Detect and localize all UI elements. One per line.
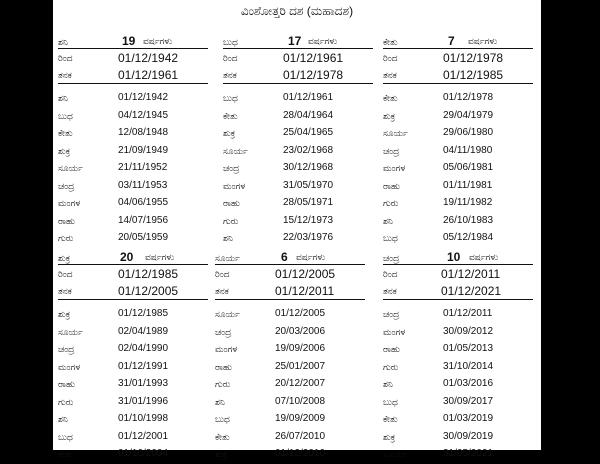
block-header xyxy=(58,250,208,264)
antardasha-row xyxy=(58,376,208,394)
section-rule xyxy=(383,83,533,84)
to-date: 01/12/2011 xyxy=(275,284,335,298)
antardasha-row xyxy=(383,213,533,231)
antardasha-row xyxy=(58,213,208,231)
row-date: 01/12/1978 xyxy=(443,92,494,103)
row-date: 07/10/2008 xyxy=(275,395,326,407)
row-date: 01/12/2010 xyxy=(275,448,326,459)
row-planet: ಬುಧ xyxy=(223,93,238,103)
antardasha-row xyxy=(58,143,208,161)
antardasha-row xyxy=(215,394,365,412)
from-date: 01/12/1961 xyxy=(283,51,344,65)
antardasha-row xyxy=(223,230,373,248)
row-planet: ಸೂರ್ಯ xyxy=(383,128,408,138)
row-planet: ಬುಧ xyxy=(383,396,398,407)
section-rule xyxy=(215,299,365,300)
block-planet: ಕೇತು xyxy=(383,37,398,47)
row-planet: ಗುರು xyxy=(215,379,231,389)
from-label: ರಿಂದ xyxy=(383,53,398,63)
block-header xyxy=(58,34,208,48)
to-row xyxy=(383,66,533,83)
block-planet: ಬುಧ xyxy=(223,37,238,47)
from-label: ರಿಂದ xyxy=(58,269,73,279)
to-date: 01/12/2005 xyxy=(118,284,179,298)
row-planet: ಶುಕ್ರ xyxy=(58,309,71,319)
antardasha-row xyxy=(58,429,208,447)
row-date: 25/04/1965 xyxy=(283,127,334,138)
antardasha-row xyxy=(58,411,208,429)
from-row xyxy=(383,265,533,282)
antardasha-row xyxy=(383,195,533,213)
row-planet: ಶುಕ್ರ xyxy=(58,145,71,156)
row-planet: ಚಂದ್ರ xyxy=(58,180,75,191)
antardasha-row xyxy=(383,376,533,394)
dasha-block xyxy=(383,34,533,248)
row-planet: ಕೇತು xyxy=(383,93,398,103)
antardasha-row xyxy=(58,341,208,359)
dasha-block xyxy=(223,34,373,248)
row-planet: ಕೇತು xyxy=(58,449,73,459)
row-planet: ರಾಹು xyxy=(383,180,401,191)
row-planet: ಗುರು xyxy=(383,198,399,208)
to-row xyxy=(223,66,373,83)
row-planet: ರಾಹು xyxy=(383,344,401,354)
row-planet: ಬುಧ xyxy=(58,431,73,442)
row-planet: ರಾಹು xyxy=(58,215,76,226)
row-date: 20/05/1959 xyxy=(118,232,169,243)
antardasha-row xyxy=(58,125,208,143)
row-planet: ಕೇತು xyxy=(215,431,230,442)
from-row xyxy=(383,49,533,66)
block-years: 20 xyxy=(120,250,134,264)
antardasha-row xyxy=(215,359,365,377)
row-planet: ಗುರು xyxy=(58,233,74,243)
antardasha-row xyxy=(383,394,533,412)
row-date: 05/06/1981 xyxy=(443,162,494,173)
antardasha-row xyxy=(223,160,373,178)
row-planet: ಕೇತು xyxy=(58,128,73,138)
row-date: 01/03/2019 xyxy=(443,413,494,424)
antardasha-row xyxy=(383,143,533,161)
row-date: 01/12/2001 xyxy=(118,430,169,442)
row-date: 29/04/1979 xyxy=(443,109,494,121)
from-label: ರಿಂದ xyxy=(223,53,238,63)
antardasha-row xyxy=(215,411,365,429)
antardasha-row xyxy=(215,306,365,324)
block-header xyxy=(223,34,373,48)
from-row xyxy=(223,49,373,66)
from-row xyxy=(58,265,208,282)
antardasha-row xyxy=(383,411,533,429)
antardasha-list xyxy=(223,90,373,248)
antardasha-row xyxy=(383,160,533,178)
antardasha-row xyxy=(223,108,373,126)
to-date: 01/12/1961 xyxy=(118,68,179,82)
from-date: 01/12/2011 xyxy=(441,267,501,281)
row-date: 23/02/1968 xyxy=(283,144,334,156)
row-date: 21/11/1952 xyxy=(118,162,168,173)
antardasha-row xyxy=(58,359,208,377)
antardasha-row xyxy=(383,429,533,447)
years-unit-label: ವರ್ಷಗಳು xyxy=(296,252,326,262)
row-date: 01/12/1942 xyxy=(118,92,169,103)
row-date: 31/01/1993 xyxy=(118,378,169,389)
row-planet: ಶುಕ್ರ xyxy=(383,431,396,442)
row-date: 01/11/1981 xyxy=(443,179,493,191)
row-date: 01/12/1985 xyxy=(118,308,169,319)
from-label: ರಿಂದ xyxy=(215,269,230,279)
block-years: 10 xyxy=(447,250,461,264)
antardasha-row xyxy=(383,108,533,126)
dasha-block xyxy=(383,250,533,464)
to-row xyxy=(215,282,365,299)
row-planet: ಶನಿ xyxy=(215,396,225,407)
to-date: 01/12/2021 xyxy=(441,284,502,298)
antardasha-row xyxy=(215,341,365,359)
row-date: 31/05/2021 xyxy=(443,448,494,459)
section-rule xyxy=(58,299,208,300)
row-date: 28/04/1964 xyxy=(283,109,334,121)
row-date: 01/10/2004 xyxy=(118,448,169,459)
row-planet: ಸೂರ್ಯ xyxy=(223,145,248,156)
to-label: ತನಕ xyxy=(215,286,229,296)
dasha-block xyxy=(58,250,208,464)
antardasha-list xyxy=(383,306,533,464)
antardasha-row xyxy=(58,324,208,342)
row-date: 01/12/2011 xyxy=(443,308,493,319)
row-planet: ಶುಕ್ರ xyxy=(383,110,396,121)
row-date: 04/12/1945 xyxy=(118,109,169,121)
row-planet: ಮಂಗಳ xyxy=(58,198,81,208)
row-date: 26/10/1983 xyxy=(443,214,494,226)
years-unit-label: ವರ್ಷಗಳು xyxy=(308,36,338,46)
row-date: 01/05/2013 xyxy=(443,343,494,354)
row-planet: ಶುಕ್ರ xyxy=(215,449,228,459)
row-planet: ಚಂದ್ರ xyxy=(223,163,240,173)
row-date: 30/09/2019 xyxy=(443,430,494,442)
antardasha-list xyxy=(383,90,533,248)
row-date: 25/01/2007 xyxy=(275,360,326,372)
antardasha-row xyxy=(58,446,208,464)
row-planet: ಶನಿ xyxy=(383,379,393,389)
row-planet: ಚಂದ್ರ xyxy=(383,145,400,156)
row-planet: ರಾಹು xyxy=(58,379,76,389)
block-header xyxy=(215,250,365,264)
antardasha-row xyxy=(58,178,208,196)
row-date: 19/11/1982 xyxy=(443,197,493,208)
row-planet: ಮಂಗಳ xyxy=(223,180,246,191)
dasha-block xyxy=(58,34,208,248)
to-date: 01/12/1985 xyxy=(443,68,504,82)
row-planet: ಮಂಗಳ xyxy=(383,163,406,173)
to-label: ತನಕ xyxy=(58,286,72,296)
row-planet: ಶನಿ xyxy=(58,414,68,424)
row-date: 29/06/1980 xyxy=(443,127,494,138)
antardasha-row xyxy=(58,195,208,213)
antardasha-row xyxy=(383,178,533,196)
from-date: 01/12/1978 xyxy=(443,51,504,65)
antardasha-row xyxy=(58,230,208,248)
row-planet: ಬುಧ xyxy=(215,414,230,424)
row-date: 01/03/2016 xyxy=(443,378,494,389)
section-rule xyxy=(223,83,373,84)
antardasha-list xyxy=(215,306,365,464)
row-date: 02/04/1989 xyxy=(118,325,169,337)
dasha-block xyxy=(215,250,365,464)
section-rule xyxy=(58,83,208,84)
row-date: 31/10/2014 xyxy=(443,360,494,372)
row-date: 21/09/1949 xyxy=(118,144,169,156)
row-date: 01/10/1998 xyxy=(118,413,169,424)
from-date: 01/12/2005 xyxy=(275,267,336,281)
antardasha-row xyxy=(383,359,533,377)
row-planet: ಗುರು xyxy=(383,361,399,372)
block-planet: ಚಂದ್ರ xyxy=(383,253,400,263)
antardasha-row xyxy=(223,195,373,213)
row-planet: ಕೇತು xyxy=(383,414,398,424)
row-planet: ಗುರು xyxy=(58,396,74,407)
section-rule xyxy=(383,299,533,300)
row-planet: ಚಂದ್ರ xyxy=(58,344,75,354)
row-planet: ಚಂದ್ರ xyxy=(215,326,232,337)
row-planet: ಮಂಗಳ xyxy=(215,344,238,354)
from-date: 01/12/1985 xyxy=(118,267,179,281)
row-date: 01/12/1991 xyxy=(118,360,169,372)
row-date: 31/05/1970 xyxy=(283,179,334,191)
row-planet: ರಾಹು xyxy=(215,361,233,372)
row-date: 19/09/2009 xyxy=(275,413,326,424)
row-planet: ಶನಿ xyxy=(58,93,68,103)
antardasha-row xyxy=(58,394,208,412)
row-planet: ಮಂಗಳ xyxy=(383,326,406,337)
antardasha-row xyxy=(215,324,365,342)
antardasha-row xyxy=(223,125,373,143)
antardasha-row xyxy=(223,213,373,231)
row-date: 01/12/2005 xyxy=(275,308,326,319)
row-date: 28/05/1971 xyxy=(283,197,334,208)
row-planet: ಶನಿ xyxy=(223,233,233,243)
antardasha-row xyxy=(383,324,533,342)
row-planet: ಮಂಗಳ xyxy=(58,361,81,372)
row-date: 31/01/1996 xyxy=(118,395,169,407)
antardasha-row xyxy=(215,446,365,464)
row-date: 03/11/1953 xyxy=(118,179,168,191)
from-row xyxy=(215,265,365,282)
from-label: ರಿಂದ xyxy=(58,53,73,63)
block-years: 7 xyxy=(448,34,455,48)
row-planet: ಸೂರ್ಯ xyxy=(58,163,83,173)
antardasha-row xyxy=(223,90,373,108)
row-planet: ಸೂರ್ಯ xyxy=(215,309,240,319)
row-date: 04/11/1980 xyxy=(443,144,493,156)
dasha-sheet xyxy=(53,0,541,459)
antardasha-row xyxy=(383,90,533,108)
row-planet: ಬುಧ xyxy=(58,110,73,121)
row-planet: ಬುಧ xyxy=(383,233,398,243)
block-planet: ಸೂರ್ಯ xyxy=(215,253,240,263)
to-label: ತನಕ xyxy=(383,286,397,296)
from-date: 01/12/1942 xyxy=(118,51,179,65)
row-date: 01/12/1961 xyxy=(283,92,334,103)
row-date: 22/03/1976 xyxy=(283,232,334,243)
row-date: 19/09/2006 xyxy=(275,343,326,354)
row-date: 12/08/1948 xyxy=(118,127,169,138)
to-row xyxy=(58,66,208,83)
years-unit-label: ವರ್ಷಗಳು xyxy=(145,252,175,262)
antardasha-row xyxy=(383,341,533,359)
antardasha-list xyxy=(58,90,208,248)
block-header xyxy=(383,34,533,48)
row-date: 05/12/1984 xyxy=(443,232,494,243)
row-date: 20/03/2006 xyxy=(275,325,326,337)
to-label: ತನಕ xyxy=(383,70,397,80)
row-planet: ಶನಿ xyxy=(383,215,393,226)
row-planet: ಸೂರ್ಯ xyxy=(58,326,83,337)
years-unit-label: ವರ್ಷಗಳು xyxy=(469,252,499,262)
to-date: 01/12/1978 xyxy=(283,68,344,82)
row-planet: ಶುಕ್ರ xyxy=(223,128,236,138)
antardasha-row xyxy=(383,306,533,324)
to-label: ತನಕ xyxy=(223,70,237,80)
row-date: 14/07/1956 xyxy=(118,214,169,226)
row-date: 30/09/2017 xyxy=(443,395,494,407)
antardasha-row xyxy=(58,306,208,324)
page-title: ವಿಂಶೋತ್ತರಿ ದಶ (ಮಹಾದಶ) xyxy=(240,4,354,18)
antardasha-row xyxy=(58,90,208,108)
antardasha-row xyxy=(58,108,208,126)
row-date: 02/04/1990 xyxy=(118,343,169,354)
row-planet: ಚಂದ್ರ xyxy=(383,309,400,319)
block-years: 17 xyxy=(288,34,302,48)
row-date: 04/06/1955 xyxy=(118,197,169,208)
antardasha-row xyxy=(383,125,533,143)
years-unit-label: ವರ್ಷಗಳು xyxy=(468,36,498,46)
from-row xyxy=(58,49,208,66)
antardasha-row xyxy=(58,160,208,178)
row-planet: ಸೂರ್ಯ xyxy=(383,449,408,459)
block-years: 6 xyxy=(281,250,288,264)
row-date: 30/09/2012 xyxy=(443,325,494,337)
row-planet: ಕೇತು xyxy=(223,110,238,121)
from-label: ರಿಂದ xyxy=(383,269,398,279)
antardasha-row xyxy=(383,230,533,248)
antardasha-row xyxy=(223,178,373,196)
row-date: 26/07/2010 xyxy=(275,430,326,442)
antardasha-row xyxy=(215,376,365,394)
row-planet: ರಾಹು xyxy=(223,198,241,208)
block-planet: ಶನಿ xyxy=(58,37,68,47)
block-planet: ಶುಕ್ರ xyxy=(58,253,71,263)
to-row xyxy=(383,282,533,299)
to-row xyxy=(58,282,208,299)
row-date: 20/12/2007 xyxy=(275,378,326,389)
to-label: ತನಕ xyxy=(58,70,72,80)
block-header xyxy=(383,250,533,264)
antardasha-row xyxy=(383,446,533,464)
antardasha-row xyxy=(223,143,373,161)
block-years: 19 xyxy=(122,34,136,48)
row-date: 30/12/1968 xyxy=(283,162,334,173)
antardasha-row xyxy=(215,429,365,447)
row-planet: ಗುರು xyxy=(223,215,239,226)
row-date: 15/12/1973 xyxy=(283,214,334,226)
years-unit-label: ವರ್ಷಗಳು xyxy=(143,36,173,46)
antardasha-list xyxy=(58,306,208,464)
